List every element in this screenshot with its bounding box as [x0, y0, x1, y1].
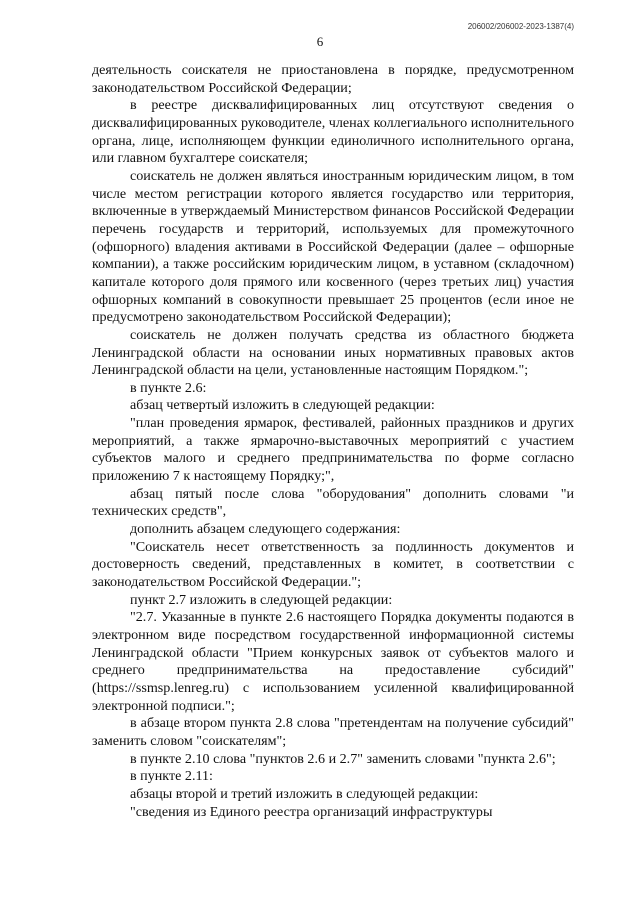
paragraph: "план проведения ярмарок, фестивалей, районных праздников и других мероприятий, а также ярмарочно-выставочных мероприятий с участием субъектов малого и среднего предпринимательства по форме согласно приложению 7 к настоящему Порядку;", — [92, 415, 574, 485]
paragraph: в пункте 2.11: — [130, 768, 213, 785]
paragraph: в пункте 2.6: — [130, 379, 207, 396]
paragraph: "сведения из Единого реестра организаций инфраструктуры — [130, 803, 493, 820]
paragraph: "2.7. Указанные в пункте 2.6 настоящего Порядка документы подаются в электронном виде посредством государственной информационной системы Ленинградской области "Прием конкурсных заявок от субъектов малого и среднего предпринимательства на предоставление субсидий" (https://ssmsp.lenreg.ru) с использованием усиленной квалифицированной электронной подписи."; — [92, 609, 574, 714]
paragraph: абзац четвертый изложить в следующей редакции: — [130, 397, 435, 414]
page-number: 6 — [316, 34, 324, 49]
paragraph: в реестре дисквалифицированных лиц отсутствуют сведения о дисквалифицированных руководителе, членах коллегиального исполнительного органа, лице, исполняющем функции единоличного исполнительного органа, или главном бухгалтере соискателя; — [92, 97, 574, 167]
document-body — [92, 62, 574, 821]
paragraph: в абзаце втором пункта 2.8 слова "претендентам на получение субсидий" заменить словом "соискателям"; — [92, 715, 574, 749]
document-id: 206002/206002-2023-1387(4) — [467, 22, 574, 31]
paragraph: в пункте 2.10 слова "пунктов 2.6 и 2.7" заменить словами "пункта 2.6"; — [130, 750, 556, 767]
paragraph: абзац пятый после слова "оборудования" дополнить словами "и технических средств", — [92, 485, 574, 520]
paragraph: пункт 2.7 изложить в следующей редакции: — [130, 591, 393, 608]
paragraph: соискатель не должен являться иностранным юридическим лицом, в том числе местом регистрации которого является государство или территория, включенные в утверждаемый Министерством финансов Российской Федерации перечень государств и территорий, используемых для промежуточного (офшорного) владения активами в Российской Федерации (далее – офшорные компании), а также российским юридическим лицом, в уставном (складочном) капитале которого доля прямого или косвенного (через третьих лиц) участия офшорных компаний в совокупности превышает 25 процентов (если иное не предусмотрено законодательством Российской Федерации); — [92, 167, 574, 326]
paragraph: абзацы второй и третий изложить в следующей редакции: — [130, 785, 479, 802]
paragraph: деятельность соискателя не приостановлена в порядке, предусмотренном законодательством Российской Федерации; — [92, 62, 574, 96]
paragraph: дополнить абзацем следующего содержания: — [130, 521, 401, 538]
paragraph: "Соискатель несет ответственность за подлинность документов и достоверность сведений, представленных в комитет, в соответствии с законодательством Российской Федерации."; — [92, 538, 574, 591]
paragraph: соискатель не должен получать средства из областного бюджета Ленинградской области на основании иных нормативных правовых актов Ленинградской области на цели, установленные настоящим Порядком."; — [92, 326, 574, 379]
